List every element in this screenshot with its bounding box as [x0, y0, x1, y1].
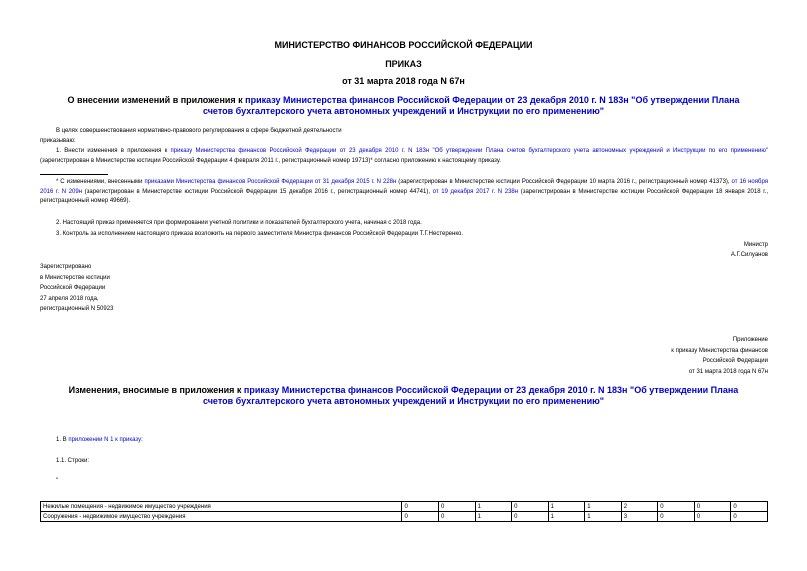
doc-date-number: от 31 марта 2018 года N 67н [342, 76, 465, 86]
changes-title [60, 385, 747, 407]
signature-name: А.Г.Силуанов [730, 252, 768, 258]
table-cell: 0 [512, 502, 549, 512]
table-cell: 0 [731, 512, 768, 522]
item-1-text-a: 1. В [56, 437, 69, 443]
title-order-link[interactable]: приказу Министерства финансов Российской Федерации от 23 декабря 2010 г. N 183н "Об утверждении Плана счетов бухгалтерского учета автономных учреждений и Инструкции по его применению" [202, 95, 740, 116]
table-cell-label: Нежилые помещения - недвижимое имущество учреждения [41, 502, 402, 512]
ministry-heading: МИНИСТЕРСТВО ФИНАНСОВ РОССИЙСКОЙ ФЕДЕРАЦИИ [274, 40, 533, 50]
opening-quote: " [56, 478, 59, 484]
footnote [40, 178, 768, 207]
table-cell: 0 [658, 512, 695, 522]
signature-role: Министр [743, 242, 768, 248]
p1-text-a: 1. Внести изменения в приложения к [56, 148, 171, 154]
fn-link-2[interactable]: от 16 ноября 2016 г. N 209н [40, 179, 768, 195]
table-cell: 1 [585, 502, 622, 512]
fn-link-3[interactable]: от 19 декабря 2017 г. N 238н [432, 188, 519, 195]
table-cell: 0 [731, 502, 768, 512]
footnote-separator [40, 174, 108, 175]
registration-block [40, 262, 113, 315]
table-cell: 0 [694, 512, 731, 522]
document-title [60, 95, 747, 117]
fn-text-b: (зарегистрирован в Министерстве юстиции Российской Федерации 10 марта 2016 г., регистрационный номер 41373), [396, 179, 732, 185]
table-cell: 0 [402, 502, 439, 512]
table-cell: 0 [439, 502, 476, 512]
appendix-line: Российской Федерации [702, 358, 768, 364]
table-cell: 0 [694, 502, 731, 512]
appendix-block [671, 335, 768, 377]
changes-title-prefix: Изменения, вносимые в приложения к [68, 385, 244, 395]
doc-type-heading: ПРИКАЗ [385, 59, 422, 69]
accounts-table [40, 501, 768, 522]
table-cell: 2 [621, 502, 658, 512]
fn-link-1[interactable]: приказами Министерства финансов Российской Федерации от 31 декабря 2015 г. N 228н [144, 179, 397, 185]
fn-text-d: (зарегистрирован в Министерстве юстиции Российской Федерации 18 января 2018 г., регистрационный номер 49669). [40, 188, 768, 204]
table-cell-label: Сооружения - недвижимое имущество учреждения [41, 512, 402, 522]
table-cell: 1 [475, 512, 512, 522]
registration-line: Зарегистрировано [40, 264, 92, 270]
table-row [41, 502, 768, 512]
table-cell: 0 [439, 512, 476, 522]
p1-text-b: (зарегистрирован в Министерстве юстиции Российской Федерации 4 февраля 2011 г., регистрационный номер 19713)* согласно приложению к настоящему приказу. [40, 157, 501, 164]
item-1-text-b: : [141, 437, 143, 443]
appendix-line: к приказу Министерства финансов [671, 347, 768, 354]
changes-title-order-link[interactable]: приказу Министерства финансов Российской Федерации от 23 декабря 2010 г. N 183н "Об утверждении Плана счетов бухгалтерского учета автономных учреждений и Инструкции по его применению" [202, 385, 739, 406]
fn-text-a: * С изменениями, внесенными [56, 179, 145, 185]
table-cell: 0 [658, 502, 695, 512]
table-row [41, 512, 768, 522]
paragraph-3: 3. Контроль за исполнением настоящего приказа возложить на первого заместителя Министра финансов Российской Федерации Т.Г.Нестеренко. [56, 231, 464, 237]
table-cell: 1 [585, 512, 622, 522]
table-cell: 3 [621, 512, 658, 522]
intro-line-2: приказываю: [40, 138, 76, 144]
registration-line: в Министерстве юстиции [40, 274, 110, 281]
table-cell: 1 [475, 502, 512, 512]
item-1-appendix-link[interactable]: приложении N 1 к приказу [68, 437, 142, 443]
paragraph-2: 2. Настоящий приказ применяется при формировании учетной политики и показателей бухгалтерского учета, начиная с 2018 года. [56, 220, 422, 226]
p1-order-link[interactable]: приказу Министерства финансов Российской Федерации от 23 декабря 2010 г. N 183н "Об утверждении Плана счетов бухгалтерского учета автономных учреждений и Инструкции по его применению" [170, 148, 768, 154]
appendix-line: Приложение [732, 337, 768, 343]
registration-line: Российской Федерации [40, 285, 106, 291]
intro-line-1: В целях совершенствования нормативно-правового регулирования в сфере бюджетной деятельности [56, 128, 342, 134]
registration-line: 27 апреля 2018 года, [40, 295, 99, 302]
item-1-1: 1.1. Строки: [56, 458, 90, 464]
title-prefix: О внесении изменений в приложения к [67, 95, 246, 105]
table-cell: 0 [512, 512, 549, 522]
table-cell: 1 [548, 512, 585, 522]
fn-text-c: (зарегистрирован в Министерстве юстиции Российской Федерации 15 декабря 2016 г., регистрационный номер 44741), [82, 188, 433, 195]
paragraph-1 [40, 147, 768, 166]
table-cell: 0 [402, 512, 439, 522]
table-cell: 1 [548, 502, 585, 512]
item-1 [56, 436, 143, 446]
appendix-line: от 31 марта 2018 года N 67н [688, 368, 768, 375]
registration-line: регистрационный N 50923 [40, 306, 114, 312]
